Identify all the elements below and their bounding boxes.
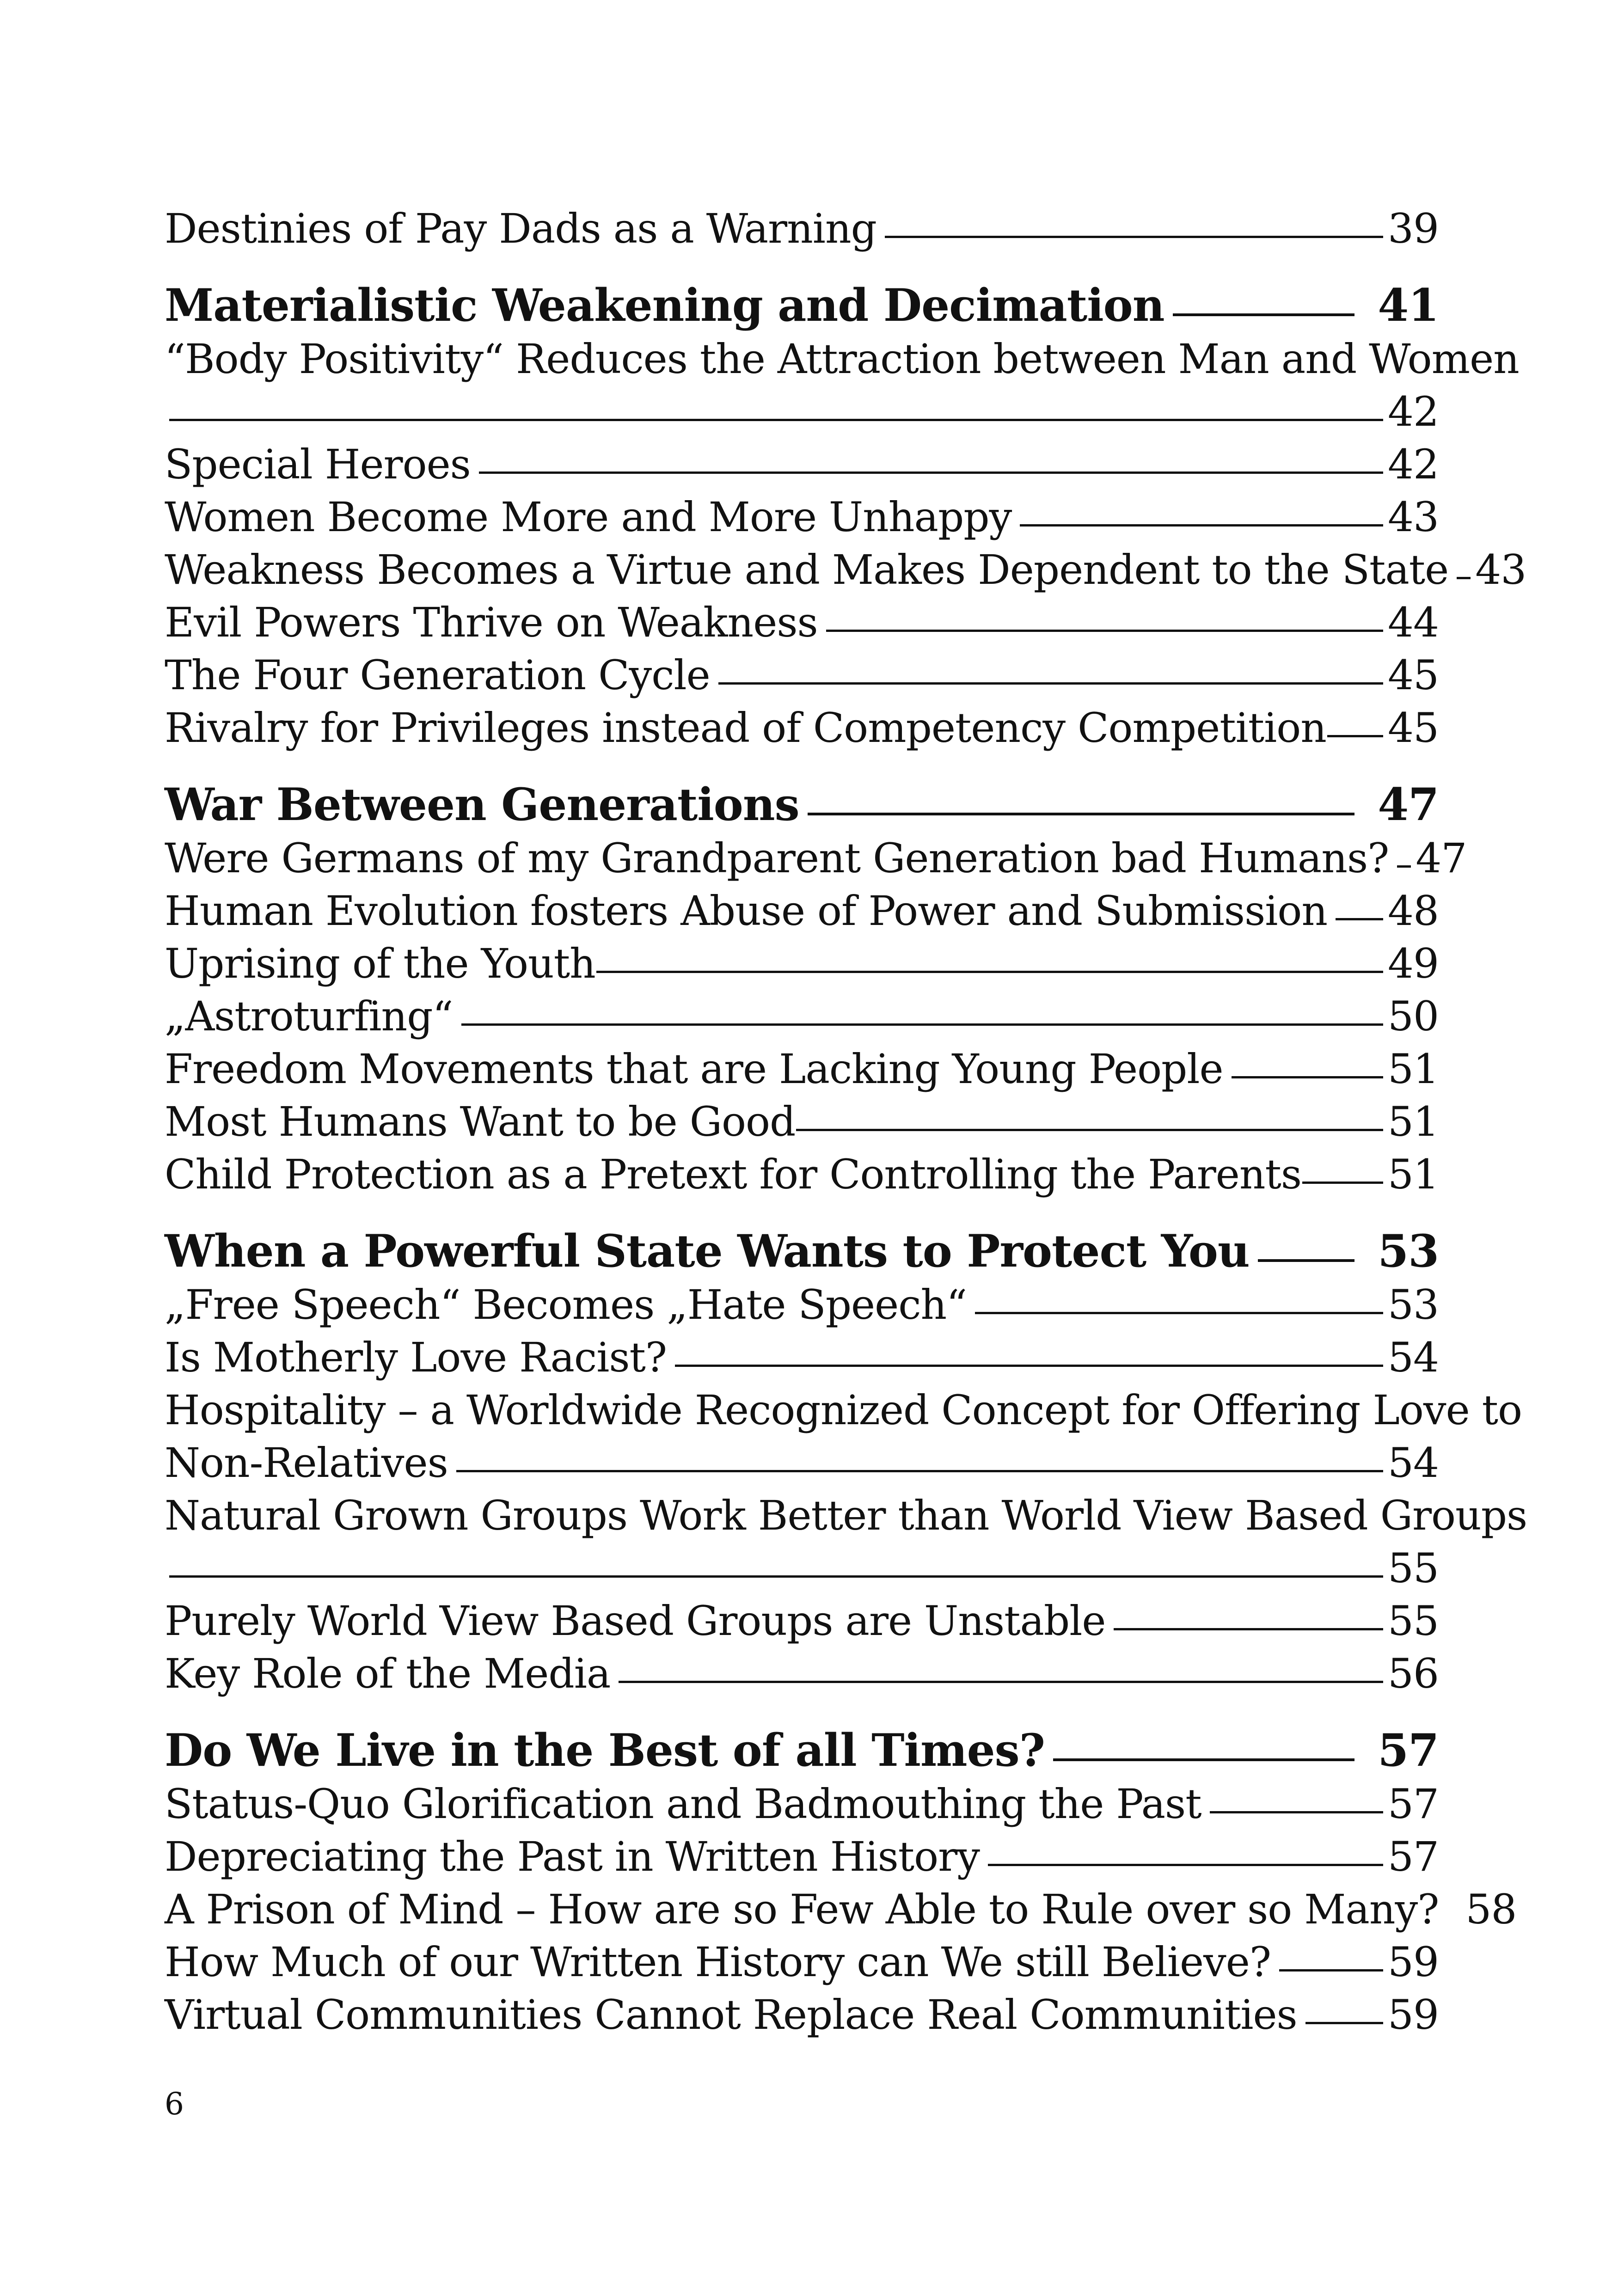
toc-entry-title: Most Humans Want to be Good — [165, 1098, 796, 1145]
table-of-contents — [165, 202, 1527, 2041]
toc-entry — [165, 1989, 1439, 2041]
toc-chapter-title: When a Powerful State Wants to Protect You — [165, 1225, 1250, 1277]
toc-entry-title-continued: Non-Relatives — [165, 1439, 448, 1487]
toc-leader-line — [1447, 1916, 1461, 1919]
toc-entry-page: 56 — [1388, 1650, 1439, 1697]
toc-entry-title: „Free Speech“ Becomes „Hate Speech“ — [165, 1281, 967, 1329]
toc-entry-page: 49 — [1388, 940, 1439, 987]
toc-entry-page: 53 — [1388, 1281, 1439, 1329]
toc-leader-line — [1327, 735, 1383, 737]
toc-entry-page: 45 — [1388, 651, 1439, 699]
toc-entry-page: 43 — [1475, 546, 1526, 594]
toc-entry — [165, 1936, 1439, 1989]
toc-entry-page: 47 — [1416, 834, 1467, 882]
toc-entry-page: 57 — [1388, 1780, 1439, 1828]
toc-entry-title: Freedom Movements that are Lacking Young People — [165, 1045, 1223, 1093]
toc-entry-page: 48 — [1388, 887, 1439, 935]
toc-leader-line — [1279, 1969, 1383, 1971]
toc-leader-line — [718, 682, 1383, 685]
toc-chapter-title: Materialistic Weakening and Decimation — [165, 279, 1164, 331]
toc-entry-page: 51 — [1388, 1151, 1439, 1198]
toc-leader-line — [456, 1470, 1383, 1472]
toc-entry — [165, 1384, 1522, 1489]
toc-entry-page: 59 — [1388, 1938, 1439, 1986]
toc-entry — [165, 1148, 1439, 1201]
toc-entry — [165, 937, 1439, 990]
toc-chapter — [165, 1224, 1439, 1279]
toc-entry-title: “Body Positivity“ Reduces the Attraction between Man and Women — [165, 335, 1519, 383]
toc-chapter-page: 47 — [1378, 778, 1439, 831]
toc-entry-page: 43 — [1388, 493, 1439, 541]
toc-entry — [165, 202, 1439, 255]
toc-entry-page: 51 — [1388, 1098, 1439, 1145]
toc-entry-page: 51 — [1388, 1045, 1439, 1093]
toc-entry-title: Destinies of Pay Dads as a Warning — [165, 205, 876, 252]
toc-leader-line — [169, 1575, 1383, 1578]
toc-entry — [165, 438, 1439, 491]
toc-entry-page: 55 — [1388, 1597, 1439, 1645]
toc-entry — [165, 1883, 1517, 1936]
toc-entry — [165, 596, 1439, 649]
toc-leader-line — [675, 1365, 1383, 1367]
toc-entry-title: Rivalry for Privileges instead of Competency Competition — [165, 704, 1326, 752]
toc-entry — [165, 832, 1467, 885]
toc-leader-line — [1336, 918, 1383, 920]
toc-entry-page: 44 — [1388, 599, 1439, 646]
toc-entry-title: Child Protection as a Pretext for Controlling the Parents — [165, 1151, 1302, 1198]
toc-entry — [165, 702, 1439, 754]
page-number: 6 — [165, 2086, 184, 2122]
toc-entry — [165, 1647, 1439, 1700]
toc-entry-title: Weakness Becomes a Virtue and Makes Dependent to the State — [165, 546, 1449, 594]
toc-chapter-title: War Between Generations — [165, 778, 799, 831]
toc-entry — [165, 1595, 1439, 1647]
toc-entry — [165, 1279, 1439, 1331]
toc-entry-title: A Prison of Mind – How are so Few Able to Rule over so Many? — [165, 1886, 1439, 1933]
toc-entry-page: 45 — [1388, 704, 1439, 752]
toc-entry-title: How Much of our Written History can We still Believe? — [165, 1938, 1271, 1986]
toc-leader-line — [1397, 865, 1411, 868]
toc-leader-line — [1457, 577, 1471, 579]
toc-leader-line — [975, 1312, 1383, 1314]
toc-entry-title: Purely World View Based Groups are Unstable — [165, 1597, 1106, 1645]
toc-chapter — [165, 778, 1439, 832]
toc-leader-line — [988, 1864, 1383, 1866]
toc-chapter — [165, 278, 1439, 333]
toc-entry-page: 54 — [1388, 1334, 1439, 1381]
toc-entry-page: 39 — [1388, 205, 1439, 252]
toc-entry-title: „Astroturfing“ — [165, 992, 453, 1040]
toc-leader-line — [1305, 2022, 1383, 2024]
toc-leader-line — [461, 1023, 1383, 1026]
toc-chapter-page: 53 — [1378, 1225, 1439, 1277]
toc-leader-line — [1020, 524, 1383, 527]
toc-entry — [165, 1096, 1439, 1148]
toc-entry-title: Hospitality – a Worldwide Recognized Concept for Offering Love to — [165, 1386, 1522, 1434]
toc-entry-title: Is Motherly Love Racist? — [165, 1334, 667, 1381]
toc-entry-title: Natural Grown Groups Work Better than World View Based Groups — [165, 1492, 1527, 1539]
toc-leader-line — [1302, 1182, 1383, 1184]
toc-leader-line — [596, 971, 1383, 973]
toc-leader-line — [808, 813, 1355, 815]
toc-entry-title: Were Germans of my Grandparent Generation bad Humans? — [165, 834, 1389, 882]
toc-leader-line — [1232, 1076, 1383, 1078]
toc-entry — [165, 1778, 1439, 1831]
toc-entry-title: Key Role of the Media — [165, 1650, 611, 1697]
toc-entry — [165, 491, 1439, 544]
toc-chapter-page: 41 — [1378, 279, 1439, 331]
toc-entry-title: Uprising of the Youth — [165, 940, 595, 987]
toc-entry — [165, 990, 1439, 1043]
toc-entry-page: 55 — [1388, 1544, 1439, 1592]
toc-leader-line — [1210, 1811, 1383, 1813]
toc-entry-page: 59 — [1388, 1991, 1439, 2039]
toc-entry-title: Special Heroes — [165, 441, 471, 488]
toc-leader-line — [1258, 1259, 1355, 1262]
toc-entry-title: Status-Quo Glorification and Badmouthing the Past — [165, 1780, 1201, 1828]
toc-leader-line — [619, 1681, 1383, 1683]
toc-entry-page: 54 — [1388, 1439, 1439, 1487]
toc-entry-page: 50 — [1388, 992, 1439, 1040]
toc-entry-title: Depreciating the Past in Written History — [165, 1833, 980, 1880]
toc-entry-page: 42 — [1388, 388, 1439, 435]
toc-leader-line — [479, 471, 1383, 474]
toc-leader-line — [796, 1129, 1383, 1131]
toc-chapter — [165, 1723, 1439, 1778]
toc-entry-title: Virtual Communities Cannot Replace Real Communities — [165, 1991, 1297, 2039]
toc-entry — [165, 1331, 1439, 1384]
toc-leader-line — [885, 236, 1383, 238]
toc-entry — [165, 1489, 1527, 1595]
toc-entry — [165, 544, 1526, 596]
toc-chapter-page: 57 — [1378, 1724, 1439, 1776]
toc-leader-line — [1173, 313, 1355, 316]
toc-leader-line — [169, 419, 1383, 421]
toc-entry-page: 57 — [1388, 1833, 1439, 1880]
toc-entry-page: 42 — [1388, 441, 1439, 488]
toc-entry — [165, 1043, 1439, 1096]
toc-entry-title: Evil Powers Thrive on Weakness — [165, 599, 818, 646]
toc-leader-line — [1114, 1628, 1383, 1630]
toc-entry-title: Human Evolution fosters Abuse of Power and Submission — [165, 887, 1328, 935]
toc-entry — [165, 885, 1439, 937]
toc-leader-line — [826, 630, 1383, 632]
toc-entry — [165, 1831, 1439, 1883]
toc-leader-line — [1053, 1758, 1354, 1761]
toc-chapter-title: Do We Live in the Best of all Times? — [165, 1724, 1045, 1776]
toc-entry — [165, 333, 1519, 438]
toc-entry-title: Women Become More and More Unhappy — [165, 493, 1012, 541]
toc-entry-title: The Four Generation Cycle — [165, 651, 710, 699]
toc-entry — [165, 649, 1439, 702]
toc-entry-page: 58 — [1465, 1886, 1517, 1933]
